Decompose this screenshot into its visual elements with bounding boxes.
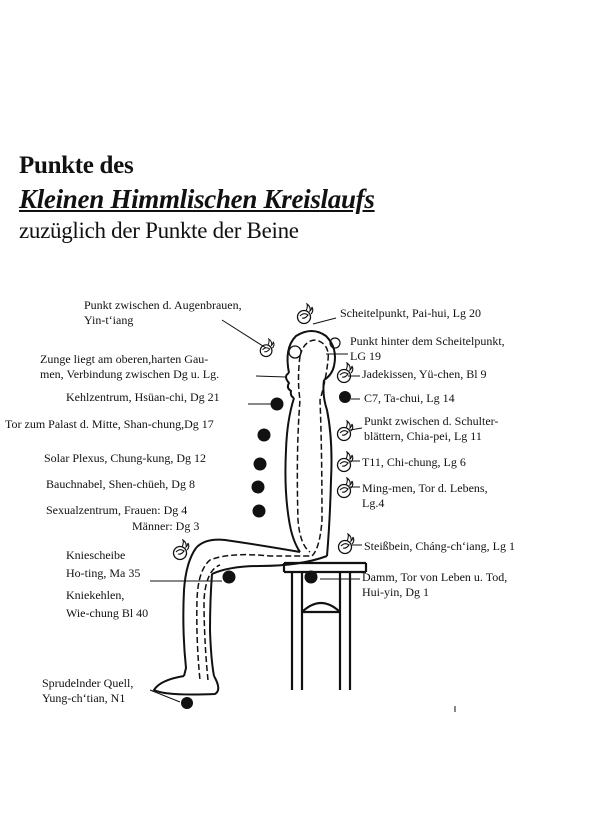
label-crown: Scheitelpunkt, Pai-hui, Lg 20 [340, 306, 481, 320]
flame-icon [174, 540, 189, 560]
label-perineum: Damm, Tor von Leben u. Tod, Hui-yin, Dg 1 [362, 570, 508, 599]
label-tongue: Zunge liegt am oberen,harten Gau- men, Verbindung zwischen Dg u. Lg. [40, 352, 220, 381]
label-sexual-men: Männer: Dg 3 [132, 519, 200, 533]
label-t11: T11, Chi-chung, Lg 6 [362, 455, 466, 469]
flame-icon [338, 421, 353, 441]
label-coccyx: Steißbein, Cháng-ch‘iang, Lg 1 [364, 539, 515, 553]
label-solar-plexus: Solar Plexus, Chung-kung, Dg 12 [44, 451, 206, 465]
title-line-3: zuzüglich der Punkte der Beine [19, 218, 299, 243]
label-middle-palace: Tor zum Palast d. Mitte, Shan-chung,Dg 17 [5, 417, 214, 431]
title-line-2: Kleinen Himmlischen Kreislaufs [19, 184, 375, 214]
dot-icon [252, 481, 265, 494]
dot-icon [254, 458, 267, 471]
flame-icon [260, 339, 274, 357]
chair [284, 563, 366, 690]
dot-icon [271, 398, 284, 411]
dot-icon [339, 391, 351, 403]
flame-icon [298, 304, 313, 324]
label-throat: Kehlzentrum, Hsüan-chi, Dg 21 [66, 390, 220, 404]
dot-icon [223, 571, 236, 584]
flame-icon [339, 534, 354, 554]
label-shoulder-blades: Punkt zwischen d. Schulter- blättern, Chia-pei, Lg 11 [364, 414, 499, 443]
label-navel: Bauchnabel, Shen-chüeh, Dg 8 [46, 477, 195, 491]
label-kneecap: Kniescheibe Ho-ting, Ma 35 [66, 548, 141, 580]
label-sexual-women: Sexualzentrum, Frauen: Dg 4 [46, 503, 188, 517]
label-ming-men: Ming-men, Tor d. Lebens, Lg.4 [362, 481, 488, 510]
label-jade-pillow: Jadekissen, Yü-chen, Bl 9 [362, 367, 487, 381]
label-bubbling-spring: Sprudelnder Quell, Yung-ch‘tian, N1 [42, 676, 134, 705]
title-line-1: Punkte des [19, 152, 134, 179]
dot-icon [258, 429, 271, 442]
dot-icon [305, 571, 318, 584]
label-knee-hollow: Kniekehlen, Wie-chung Bl 40 [66, 588, 149, 620]
label-yin-tang: Punkt zwischen d. Augenbrauen, Yin-t‘iang [84, 298, 242, 327]
flame-icon [338, 452, 353, 472]
dot-icon [253, 505, 266, 518]
flame-icon [338, 363, 353, 383]
spiral-icon [289, 346, 301, 358]
dot-icon [181, 697, 193, 709]
label-c7: C7, Ta-chui, Lg 14 [364, 391, 455, 405]
label-behind-crown: Punkt hinter dem Scheitelpunkt, LG 19 [350, 334, 505, 363]
flame-icon [338, 478, 353, 498]
